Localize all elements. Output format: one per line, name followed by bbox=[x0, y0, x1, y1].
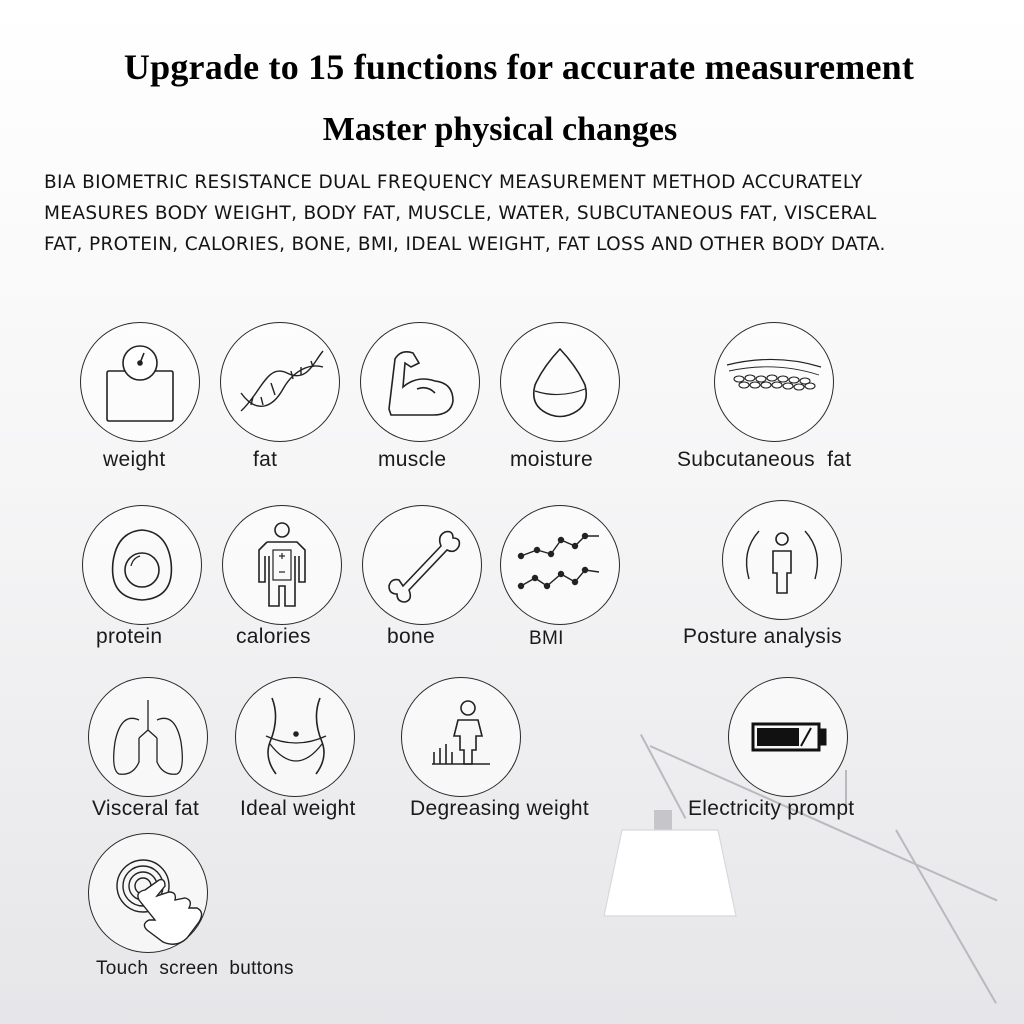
description-line: BIA BIOMETRIC RESISTANCE DUAL FREQUENCY MEASUREMENT METHOD ACCURATELY bbox=[44, 172, 863, 193]
function-ideal-weight bbox=[235, 677, 355, 797]
function-visceral-fat bbox=[88, 677, 208, 797]
muscle-arm-icon bbox=[361, 323, 479, 441]
function-label: Electricity prompt bbox=[688, 797, 855, 820]
waist-icon bbox=[236, 678, 354, 796]
function-label: fat bbox=[253, 448, 278, 471]
battery-icon bbox=[729, 678, 847, 796]
function-label: bone bbox=[387, 625, 435, 648]
bone-icon bbox=[363, 506, 481, 624]
function-label: weight bbox=[103, 448, 166, 471]
water-drop-icon bbox=[501, 323, 619, 441]
person-steps-icon bbox=[402, 678, 520, 796]
scale-icon bbox=[81, 323, 199, 441]
body-battery-icon bbox=[223, 506, 341, 624]
function-calories bbox=[222, 505, 342, 625]
function-bmi bbox=[500, 505, 620, 625]
function-electricity-prompt bbox=[728, 677, 848, 797]
function-label: muscle bbox=[378, 448, 447, 471]
touch-hand-icon bbox=[89, 834, 207, 952]
function-label: Posture analysis bbox=[683, 625, 842, 648]
headline: Upgrade to 15 functions for accurate measurement bbox=[123, 47, 915, 87]
egg-icon bbox=[83, 506, 201, 624]
posture-person-icon bbox=[723, 501, 841, 619]
function-label: Degreasing weight bbox=[410, 797, 590, 820]
function-posture-analysis bbox=[722, 500, 842, 620]
subheadline: Master physical changes bbox=[322, 111, 678, 148]
function-moisture bbox=[500, 322, 620, 442]
description-line: FAT, PROTEIN, CALORIES, BONE, BMI, IDEAL WEIGHT, FAT LOSS AND OTHER BODY DATA. bbox=[44, 234, 886, 255]
lungs-icon bbox=[89, 678, 207, 796]
function-bone bbox=[362, 505, 482, 625]
function-label: BMI bbox=[529, 628, 564, 649]
function-fat bbox=[220, 322, 340, 442]
function-protein bbox=[82, 505, 202, 625]
function-label: Ideal weight bbox=[240, 797, 356, 820]
function-weight bbox=[80, 322, 200, 442]
function-label: Subcutaneous fat bbox=[677, 448, 852, 471]
function-label: moisture bbox=[510, 448, 593, 471]
function-label: Visceral fat bbox=[92, 797, 200, 820]
dna-icon bbox=[221, 323, 339, 441]
line-chart-icon bbox=[501, 506, 619, 624]
description-line: MEASURES BODY WEIGHT, BODY FAT, MUSCLE, WATER, SUBCUTANEOUS FAT, VISCERAL bbox=[44, 203, 877, 224]
function-label: calories bbox=[236, 625, 311, 648]
fat-cells-icon bbox=[715, 323, 833, 441]
description bbox=[44, 167, 1014, 260]
function-degreasing-weight bbox=[401, 677, 521, 797]
function-touch-screen-buttons bbox=[88, 833, 208, 953]
function-label: protein bbox=[96, 625, 163, 648]
function-muscle bbox=[360, 322, 480, 442]
function-label: Touch screen buttons bbox=[96, 958, 294, 979]
function-subcutaneous-fat bbox=[714, 322, 834, 442]
